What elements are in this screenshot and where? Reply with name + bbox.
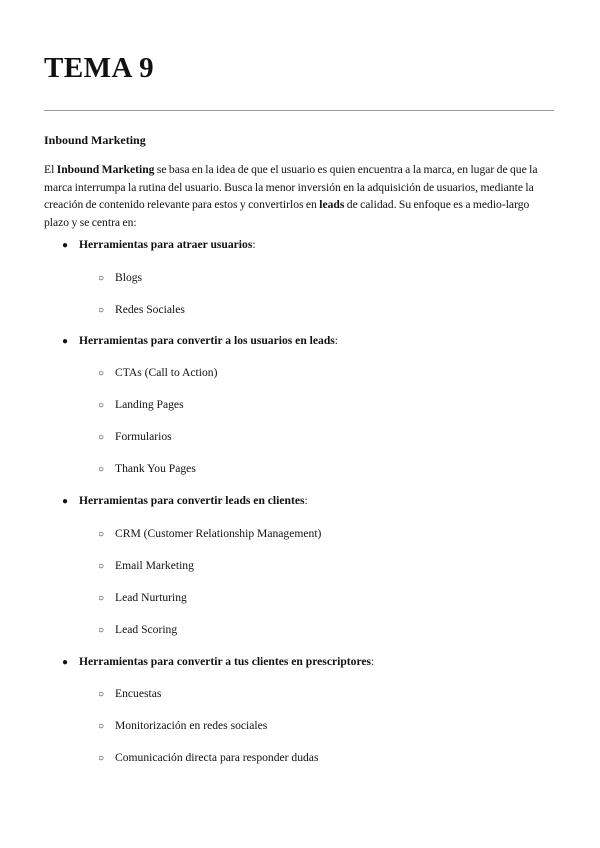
sub-list-item	[98, 271, 142, 286]
sub-list-item	[98, 366, 217, 381]
sub-item-label: Monitorización en redes sociales	[115, 719, 268, 732]
intro-text-1: El	[44, 163, 57, 176]
sub-list-item	[98, 687, 161, 702]
bullet-label: Herramientas para convertir leads en clientes	[79, 494, 305, 507]
sub-list-item	[98, 303, 185, 318]
bullet-item	[62, 655, 374, 670]
sub-list-item	[98, 719, 267, 734]
sub-list-item	[98, 751, 318, 766]
sub-item-label: CTAs (Call to Action)	[115, 366, 218, 379]
bullet-colon: :	[371, 655, 375, 668]
bullet-item	[62, 334, 338, 349]
sub-list-item	[98, 559, 194, 574]
intro-paragraph	[44, 161, 556, 231]
sub-item-label: Formularios	[115, 430, 172, 443]
sub-bullet-icon: ○	[98, 689, 105, 700]
sub-item-label: Landing Pages	[115, 398, 184, 411]
bullet-item	[62, 494, 308, 509]
sub-item-label: Thank You Pages	[115, 462, 196, 475]
sub-item-label: Email Marketing	[115, 559, 194, 572]
sub-item-label: Comunicación directa para responder dudas	[115, 751, 319, 764]
bullet-icon: ●	[62, 496, 69, 507]
bullet-label: Herramientas para convertir a tus clientes en prescriptores	[79, 655, 372, 668]
bullet-icon: ●	[62, 336, 69, 347]
sub-list-item	[98, 430, 172, 445]
sub-bullet-icon: ○	[98, 753, 105, 764]
intro-text-2: se basa en la idea de que el usuario es quien encuentra a la marca, en lugar de que la marca interrumpa la rutina del usuario. Busca la menor inversión en la adquisición de usuarios, mediante la creación de contenido relevante para estos y convertirlos en	[44, 163, 538, 212]
page-title: TEMA 9	[44, 52, 155, 84]
bullet-item	[62, 238, 256, 253]
sub-item-label: Blogs	[115, 271, 143, 284]
bullet-colon: :	[334, 334, 339, 347]
intro-bold-2: leads	[319, 198, 345, 212]
bullet-icon: ●	[62, 240, 69, 251]
horizontal-divider	[44, 110, 554, 111]
sub-bullet-icon: ○	[98, 721, 105, 732]
intro-text-3: de calidad. Su enfoque es a medio-largo plazo y se centra en:	[44, 198, 530, 229]
sub-bullet-icon: ○	[98, 593, 105, 604]
bullet-label: Herramientas para convertir a los usuarios en leads	[79, 334, 335, 347]
sub-bullet-icon: ○	[98, 305, 105, 316]
sub-bullet-icon: ○	[98, 400, 105, 411]
sub-bullet-icon: ○	[98, 464, 105, 475]
sub-bullet-icon: ○	[98, 368, 105, 379]
sub-bullet-icon: ○	[98, 561, 105, 572]
sub-bullet-icon: ○	[98, 529, 105, 540]
sub-bullet-icon: ○	[98, 432, 105, 443]
sub-list-item	[98, 527, 321, 542]
sub-item-label: Encuestas	[115, 687, 162, 700]
bullet-label: Herramientas para atraer usuarios	[79, 238, 253, 251]
sub-list-item	[98, 623, 177, 638]
sub-list-item	[98, 398, 184, 413]
sub-item-label: Lead Nurturing	[115, 591, 187, 604]
sub-item-label: CRM (Customer Relationship Management)	[115, 527, 322, 540]
sub-list-item	[98, 591, 187, 606]
sub-list-item	[98, 462, 196, 477]
sub-bullet-icon: ○	[98, 273, 105, 284]
intro-bold-1: Inbound Marketing	[56, 163, 155, 176]
sub-item-label: Lead Scoring	[115, 623, 178, 636]
bullet-colon: :	[252, 238, 256, 251]
sub-item-label: Redes Sociales	[115, 303, 185, 316]
bullet-icon: ●	[62, 657, 69, 668]
bullet-colon: :	[304, 494, 308, 507]
sub-bullet-icon: ○	[98, 625, 105, 636]
section-title: Inbound Marketing	[44, 133, 146, 147]
